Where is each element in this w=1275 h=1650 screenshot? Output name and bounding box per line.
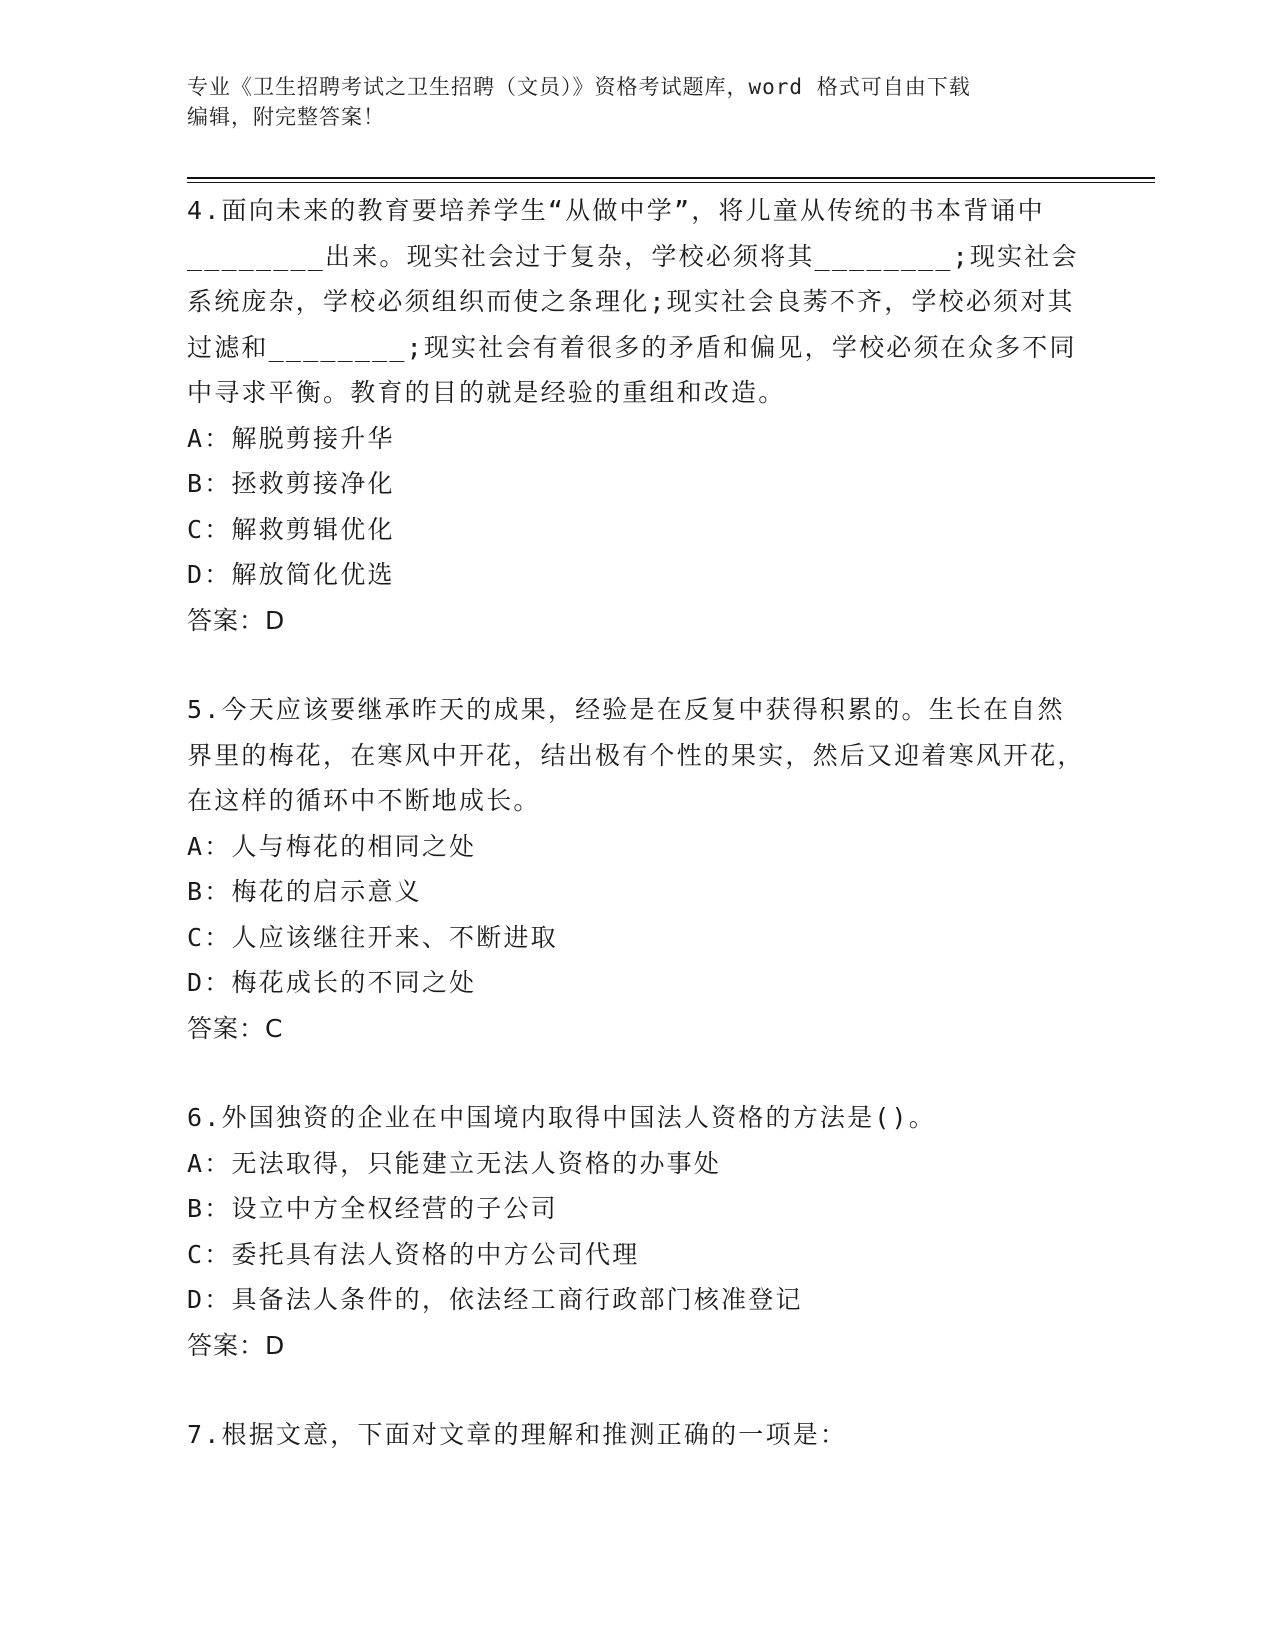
question-text: 7.根据文意，下面对文章的理解和推测正确的一项是： <box>187 1420 848 1449</box>
header-divider-thin <box>187 182 1155 183</box>
option-c: C：委托具有法人资格的中方公司代理 <box>187 1239 640 1269</box>
option-c: C：人应该继往开来、不断进取 <box>187 922 558 952</box>
answer-label: 答案：D <box>187 605 286 635</box>
answer-label: 答案：C <box>187 1013 284 1043</box>
question-5 <box>187 687 1087 1051</box>
question-4 <box>187 188 1087 643</box>
header-line-2: 编辑，附完整答案！ <box>187 105 385 129</box>
option-a: A：人与梅花的相同之处 <box>187 831 477 861</box>
question-text: 4.面向未来的教育要培养学生“从做中学”，将儿童从传统的书本背诵中________出来。现实社会过于复杂，学校必须将其________;现实社会系统庞杂，学校必须组织而使之条理化;现实社会良莠不齐，学校必须对其过滤和________;现实社会有着很多的矛盾和偏见，学校必须在众多不同中寻求平衡。教育的目的就是经验的重组和改造。 <box>187 196 1079 407</box>
option-b: B：梅花的启示意义 <box>187 877 422 906</box>
question-list <box>187 188 1087 1502</box>
option-d: D：解放简化优选 <box>187 560 395 589</box>
option-b: B：设立中方全权经营的子公司 <box>187 1194 558 1223</box>
option-b: B：拯救剪接净化 <box>187 469 395 498</box>
answer-label: 答案：D <box>187 1330 286 1360</box>
question-6 <box>187 1095 1087 1368</box>
header-line-1: 专业《卫生招聘考试之卫生招聘（文员）》资格考试题库，word 格式可自由下载 <box>187 75 971 99</box>
option-d: D：具备法人条件的，依法经工商行政部门核准登记 <box>187 1285 803 1314</box>
question-7 <box>187 1412 1087 1458</box>
option-a: A：无法取得，只能建立无法人资格的办事处 <box>187 1148 722 1178</box>
question-text: 6.外国独资的企业在中国境内取得中国法人资格的方法是()。 <box>187 1103 937 1132</box>
header-divider-thick <box>187 177 1155 179</box>
option-a: A：解脱剪接升华 <box>187 423 395 453</box>
option-c: C：解救剪辑优化 <box>187 514 395 544</box>
option-d: D：梅花成长的不同之处 <box>187 968 477 997</box>
document-header <box>187 72 1087 132</box>
question-text: 5.今天应该要继承昨天的成果，经验是在反复中获得积累的。生长在自然界里的梅花，在寒风中开花，结出极有个性的果实，然后又迎着寒风开花，在这样的循环中不断地成长。 <box>187 695 1085 815</box>
